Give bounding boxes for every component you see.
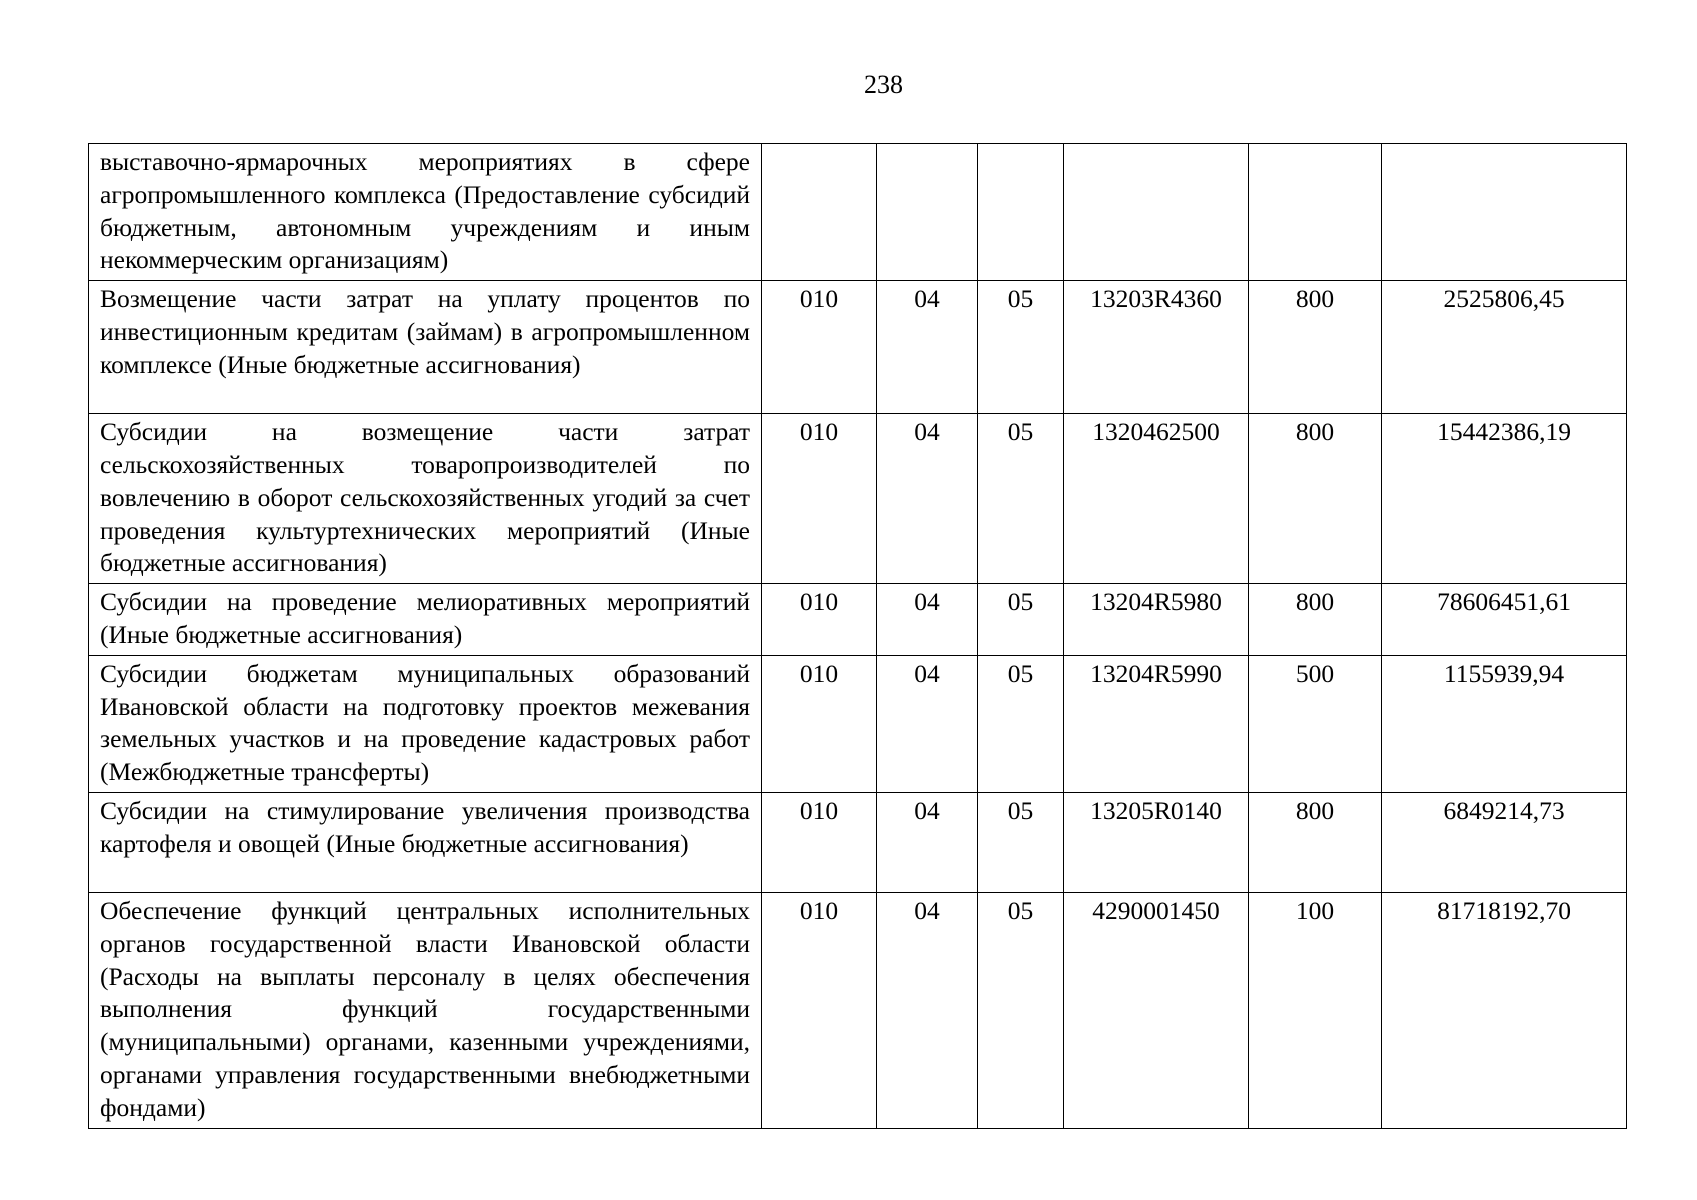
- subsection-code: 05: [978, 792, 1064, 892]
- expense-type-code: 100: [1249, 892, 1382, 1128]
- expense-type-code: 800: [1249, 281, 1382, 414]
- grbs-code: 010: [762, 892, 877, 1128]
- row-description: Обеспечение функций центральных исполнительных органов государственной власти Ивановской области (Расходы на выплаты персоналу в целях обеспечения выполнения функций государственными (муниципальными) органами, казенными учреждениями, органами управления государственными внебюджетными фондами): [89, 892, 762, 1128]
- row-description: выставочно-ярмарочных мероприятиях в сфере агропромышленного комплекса (Предоставление субсидий бюджетным, автономным учреждениям и иным некоммерческим организациям): [89, 144, 762, 281]
- row-description: Субсидии на проведение мелиоративных мероприятий (Иные бюджетные ассигнования): [89, 584, 762, 656]
- subsection-code: 05: [978, 584, 1064, 656]
- grbs-code: 010: [762, 792, 877, 892]
- amount: [1382, 144, 1627, 281]
- table-row: [89, 281, 1627, 414]
- expense-type-code: 800: [1249, 792, 1382, 892]
- target-article-code: 13204R5990: [1064, 655, 1249, 792]
- amount: 81718192,70: [1382, 892, 1627, 1128]
- table-row: [89, 655, 1627, 792]
- row-description: Возмещение части затрат на уплату процентов по инвестиционным кредитам (займам) в агропромышленном комплексе (Иные бюджетные ассигнования): [89, 281, 762, 414]
- table-row: [89, 792, 1627, 892]
- target-article-code: 13204R5980: [1064, 584, 1249, 656]
- target-article-code: 1320462500: [1064, 414, 1249, 584]
- grbs-code: 010: [762, 414, 877, 584]
- row-description: Субсидии на возмещение части затрат сельскохозяйственных товаропроизводителей по вовлечению в оборот сельскохозяйственных угодий за счет проведения культуртехнических мероприятий (Иные бюджетные ассигнования): [89, 414, 762, 584]
- table-row: [89, 892, 1627, 1128]
- expense-type-code: 500: [1249, 655, 1382, 792]
- target-article-code: 13203R4360: [1064, 281, 1249, 414]
- amount: 15442386,19: [1382, 414, 1627, 584]
- section-code: 04: [877, 281, 978, 414]
- subsection-code: [978, 144, 1064, 281]
- grbs-code: 010: [762, 584, 877, 656]
- section-code: 04: [877, 792, 978, 892]
- section-code: 04: [877, 892, 978, 1128]
- subsection-code: 05: [978, 414, 1064, 584]
- subsection-code: 05: [978, 281, 1064, 414]
- section-code: 04: [877, 655, 978, 792]
- expense-type-code: 800: [1249, 414, 1382, 584]
- table-row: [89, 414, 1627, 584]
- amount: 1155939,94: [1382, 655, 1627, 792]
- grbs-code: 010: [762, 281, 877, 414]
- row-description: Субсидии бюджетам муниципальных образований Ивановской области на подготовку проектов межевания земельных участков и на проведение кадастровых работ (Межбюджетные трансферты): [89, 655, 762, 792]
- section-code: 04: [877, 584, 978, 656]
- amount: 78606451,61: [1382, 584, 1627, 656]
- grbs-code: [762, 144, 877, 281]
- section-code: 04: [877, 414, 978, 584]
- budget-table: [88, 143, 1627, 1129]
- table-row: [89, 584, 1627, 656]
- expense-type-code: [1249, 144, 1382, 281]
- target-article-code: 13205R0140: [1064, 792, 1249, 892]
- table-row: [89, 144, 1627, 281]
- amount: 6849214,73: [1382, 792, 1627, 892]
- row-description: Субсидии на стимулирование увеличения производства картофеля и овощей (Иные бюджетные ассигнования): [89, 792, 762, 892]
- target-article-code: [1064, 144, 1249, 281]
- target-article-code: 4290001450: [1064, 892, 1249, 1128]
- page-number: 238: [864, 70, 903, 99]
- section-code: [877, 144, 978, 281]
- grbs-code: 010: [762, 655, 877, 792]
- subsection-code: 05: [978, 655, 1064, 792]
- expense-type-code: 800: [1249, 584, 1382, 656]
- amount: 2525806,45: [1382, 281, 1627, 414]
- subsection-code: 05: [978, 892, 1064, 1128]
